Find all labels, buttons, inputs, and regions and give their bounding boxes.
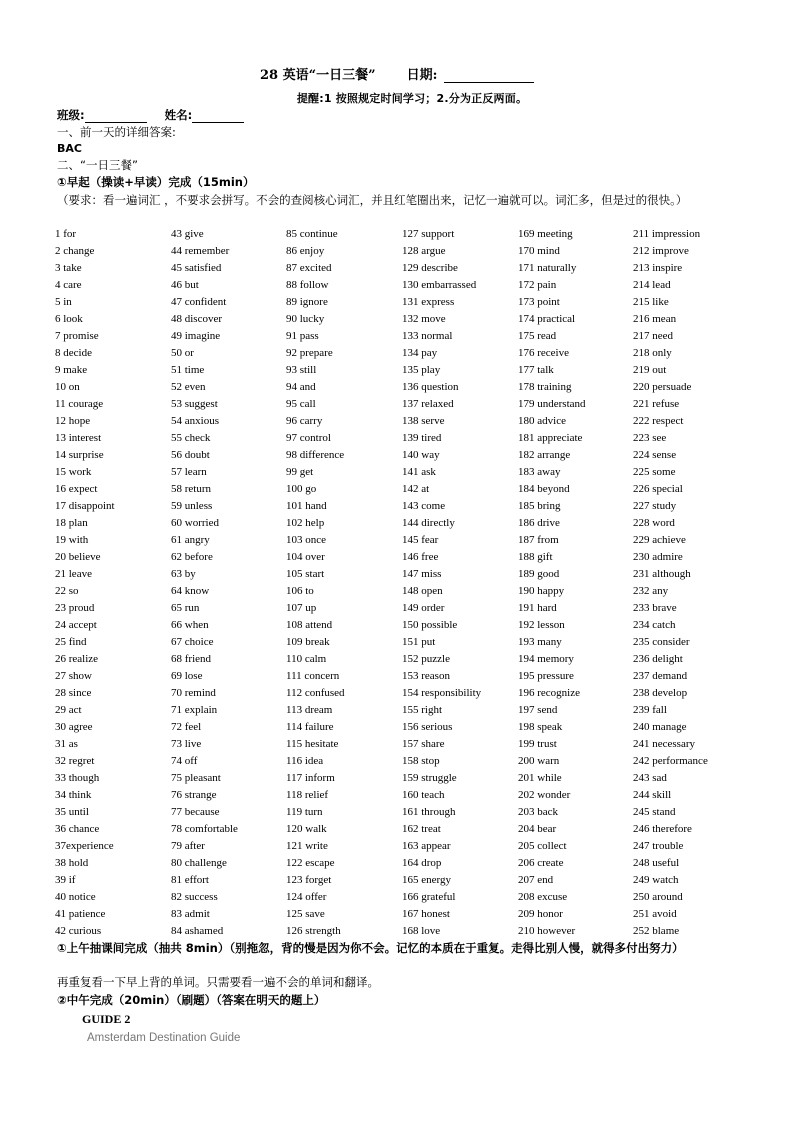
vocab-item: 245 stand [633,806,676,818]
vocab-item: 115 hesitate [286,738,339,750]
vocab-item: 123 forget [286,874,332,886]
vocab-item: 223 see [633,432,667,444]
vocab-item: 119 turn [286,806,323,818]
vocab-item: 70 remind [171,687,216,699]
vocab-item: 90 lucky [286,313,325,325]
vocab-item: 244 skill [633,789,672,801]
vocab-item: 231 although [633,568,691,580]
vocab-item: 76 strange [171,789,217,801]
vocab-item: 31 as [55,738,78,750]
vocab-item: 163 appear [402,840,451,852]
vocab-item: 148 open [402,585,443,597]
vocab-item: 153 reason [402,670,450,682]
vocab-item: 68 friend [171,653,212,665]
vocab-item: 138 serve [402,415,445,427]
vocab-item: 71 explain [171,704,218,716]
vocab-item: 199 trust [518,738,557,750]
vocab-item: 141 ask [402,466,436,478]
vocab-item: 46 but [171,279,199,291]
vocab-item: 146 free [402,551,439,563]
vocab-item: 176 receive [518,347,569,359]
vocab-item: 248 useful [633,857,680,869]
vocab-item: 158 stop [402,755,440,767]
vocab-item: 77 because [171,806,220,818]
vocab-item: 182 arrange [518,449,571,461]
vocab-item: 6 look [55,313,83,325]
vocab-item: 21 leave [55,568,92,580]
vocab-item: 154 responsibility [402,687,482,699]
title-text: 28 英语“一日三餐” [260,68,376,83]
vocab-item: 57 learn [171,466,207,478]
vocab-item: 144 directly [402,517,455,529]
vocab-item: 246 therefore [633,823,692,835]
vocab-item: 87 excited [286,262,332,274]
vocab-item: 64 know [171,585,210,597]
vocab-item: 252 blame [633,925,680,937]
vocab-item: 194 memory [518,653,574,665]
vocab-item: 152 puzzle [402,653,450,665]
name-label: 姓名: [164,108,193,122]
reminder-line [0,90,794,106]
step1-heading: ①早起（操读+早读）完成（15min） [57,175,255,189]
vocab-item: 40 notice [55,891,96,903]
vocab-item: 201 while [518,772,562,784]
vocab-item: 78 comfortable [171,823,238,835]
vocab-item: 114 failure [286,721,334,733]
vocab-item: 165 energy [402,874,451,886]
vocab-item: 134 pay [402,347,438,359]
vocab-item: 8 decide [55,347,92,359]
vocab-item: 198 speak [518,721,563,733]
vocab-item: 110 calm [286,653,327,665]
previous-answer: BAC [57,142,82,155]
vocab-column [518,226,586,940]
vocab-item: 66 when [171,619,209,631]
vocab-item: 41 patience [55,908,106,920]
reminder-label: 提醒: [296,92,324,105]
vocab-item: 69 lose [171,670,203,682]
vocab-item: 184 beyond [518,483,570,495]
vocab-item: 113 dream [286,704,333,716]
vocab-item: 167 honest [402,908,450,920]
vocab-item: 241 necessary [633,738,696,750]
vocab-column [55,226,115,940]
guide-title: GUIDE 2 [82,1012,131,1026]
vocab-item: 2 change [55,245,95,257]
vocab-item: 242 performance [633,755,708,767]
vocab-item: 48 discover [171,313,223,325]
vocab-item: 206 create [518,857,564,869]
vocab-item: 236 delight [633,653,683,665]
morning-task: ①上午抽课间完成（抽共 8min）（别拖忽，背的慢是因为你不会。记忆的本质在于重复。走得比别人慢，就得多付出努力） [57,941,684,955]
vocab-item: 196 recognize [518,687,580,699]
vocab-item: 58 return [171,483,212,495]
vocab-item: 59 unless [171,500,213,512]
vocab-item: 171 naturally [518,262,577,274]
vocab-item: 62 before [171,551,213,563]
vocab-item: 92 prepare [286,347,333,359]
vocab-item: 55 check [171,432,211,444]
vocab-item: 37experience [55,840,114,852]
vocab-item: 142 at [402,483,430,495]
vocab-item: 214 lead [633,279,671,291]
vocab-item: 22 so [55,585,79,597]
vocab-item: 60 worried [171,517,219,529]
vocab-item: 17 disappoint [55,500,115,512]
vocab-item: 12 hope [55,415,91,427]
vocab-item: 174 practical [518,313,576,325]
vocab-item: 44 remember [171,245,230,257]
vocab-item: 104 over [286,551,325,563]
vocab-item: 86 enjoy [286,245,325,257]
vocab-item: 145 fear [402,534,439,546]
vocab-item: 47 confident [171,296,227,308]
vocab-item: 195 pressure [518,670,574,682]
vocab-item: 34 think [55,789,92,801]
reminder-text: 1 按照规定时间学习；2.分为正反两面。 [323,92,528,105]
vocab-item: 156 serious [402,721,453,733]
vocab-item: 102 help [286,517,325,529]
vocab-item: 29 act [55,704,82,716]
vocab-item: 91 pass [286,330,319,342]
vocab-item: 127 support [402,228,455,240]
vocab-item: 133 normal [402,330,453,342]
vocab-item: 168 love [402,925,441,937]
vocab-item: 166 grateful [402,891,456,903]
vocab-item: 227 study [633,500,677,512]
section1-heading: 一、前一天的详细答案: [57,125,176,139]
vocab-item: 238 develop [633,687,688,699]
vocab-item: 88 follow [286,279,329,291]
vocab-item: 100 go [286,483,317,495]
vocab-item: 233 brave [633,602,677,614]
requirement-text: （要求：看一遍词汇 ，不要求会拼写。不会的查阅核心词汇，并且红笔圈出来，记忆一遍就可以。词汇多，但是过的很快。） [57,193,688,207]
vocab-item: 84 ashamed [171,925,224,937]
vocab-item: 32 regret [55,755,95,767]
vocab-item: 18 plan [55,517,88,529]
vocab-item: 183 away [518,466,561,478]
vocab-item: 139 tired [402,432,442,444]
vocab-item: 211 impression [633,228,701,240]
vocab-item: 73 live [171,738,202,750]
vocab-item: 251 avoid [633,908,677,920]
vocab-item: 43 give [171,228,204,240]
vocab-item: 187 from [518,534,559,546]
vocab-item: 108 attend [286,619,333,631]
vocab-item: 193 many [518,636,562,648]
class-blank[interactable] [85,110,147,123]
vocab-item: 124 offer [286,891,327,903]
vocab-item: 207 end [518,874,554,886]
vocab-item: 209 honor [518,908,563,920]
vocab-column [171,226,238,940]
vocab-item: 250 around [633,891,683,903]
vocab-item: 96 carry [286,415,323,427]
vocab-item: 159 struggle [402,772,457,784]
vocab-item: 75 pleasant [171,772,221,784]
vocab-item: 14 surprise [55,449,104,461]
vocab-item: 164 drop [402,857,442,869]
vocab-column [402,226,481,940]
vocab-item: 132 move [402,313,446,325]
vocab-column [633,226,708,940]
vocab-item: 151 put [402,636,436,648]
vocab-item: 24 accept [55,619,97,631]
vocab-item: 121 write [286,840,328,852]
vocab-item: 208 excuse [518,891,568,903]
vocab-item: 140 way [402,449,440,461]
vocab-item: 20 believe [55,551,101,563]
date-label: 日期: [406,68,438,83]
vocab-item: 118 relief [286,789,329,801]
vocab-item: 170 mind [518,245,560,257]
vocab-item: 10 on [55,381,80,393]
section2-heading: 二、“一日三餐” [57,158,138,172]
vocab-item: 220 persuade [633,381,692,393]
vocab-item: 85 continue [286,228,338,240]
noon-task: ②中午完成（20min）（刷题）（答案在明天的题上） [57,993,326,1007]
vocab-item: 65 run [171,602,200,614]
vocab-item: 122 escape [286,857,335,869]
vocab-item: 128 argue [402,245,446,257]
vocab-item: 213 inspire [633,262,683,274]
vocab-item: 135 play [402,364,441,376]
vocab-item: 190 happy [518,585,565,597]
vocab-item: 49 imagine [171,330,221,342]
vocab-item: 56 doubt [171,449,210,461]
vocab-item: 101 hand [286,500,327,512]
vocab-item: 232 any [633,585,669,597]
vocab-item: 130 embarrassed [402,279,477,291]
vocab-item: 202 wonder [518,789,571,801]
vocab-item: 5 in [55,296,72,308]
vocab-item: 161 through [402,806,456,818]
vocab-item: 39 if [55,874,76,886]
vocab-item: 224 sense [633,449,677,461]
vocab-item: 93 still [286,364,317,376]
vocab-item: 149 order [402,602,445,614]
vocab-item: 109 break [286,636,330,648]
vocab-item: 204 bear [518,823,557,835]
vocab-item: 52 even [171,381,206,393]
vocab-item: 116 idea [286,755,324,767]
vocab-item: 200 warn [518,755,560,767]
vocab-item: 175 read [518,330,557,342]
vocab-item: 137 relaxed [402,398,454,410]
vocab-item: 51 time [171,364,205,376]
vocab-item: 107 up [286,602,317,614]
vocab-item: 247 trouble [633,840,684,852]
vocab-item: 173 point [518,296,560,308]
vocab-item: 53 suggest [171,398,218,410]
vocab-item: 97 control [286,432,331,444]
vocab-item: 106 to [286,585,314,597]
vocab-item: 205 collect [518,840,567,852]
vocab-item: 95 call [286,398,316,410]
vocab-item: 222 respect [633,415,684,427]
vocab-item: 249 watch [633,874,679,886]
vocab-item: 221 refuse [633,398,680,410]
vocab-item: 180 advice [518,415,566,427]
vocab-item: 129 describe [402,262,458,274]
vocab-item: 181 appreciate [518,432,583,444]
vocab-item: 25 find [55,636,87,648]
vocab-item: 33 though [55,772,100,784]
vocab-item: 94 and [286,381,316,393]
vocab-item: 4 care [55,279,82,291]
vocab-item: 162 treat [402,823,441,835]
vocab-item: 136 question [402,381,459,393]
name-blank[interactable] [192,110,244,123]
vocab-item: 74 off [171,755,198,767]
vocab-item: 150 possible [402,619,458,631]
vocab-item: 83 admit [171,908,210,920]
vocab-item: 19 with [55,534,89,546]
vocab-item: 112 confused [286,687,345,699]
guide-subtitle: Amsterdam Destination Guide [87,1032,241,1044]
vocab-item: 218 only [633,347,672,359]
vocab-item: 155 right [402,704,443,716]
vocab-item: 147 miss [402,568,442,580]
page-title [0,64,794,83]
vocab-item: 9 make [55,364,88,376]
vocab-item: 38 hold [55,857,89,869]
vocab-item: 1 for [55,228,77,240]
review-instruction: 再重复看一下早上背的单词。只需要看一遍不会的单词和翻译。 [57,975,379,989]
vocab-item: 16 expect [55,483,98,495]
vocab-column [286,226,345,940]
vocab-item: 131 express [402,296,455,308]
vocab-item: 63 by [171,568,196,580]
vocab-item: 230 admire [633,551,683,563]
vocab-item: 160 teach [402,789,445,801]
vocab-item: 28 since [55,687,92,699]
vocab-item: 82 success [171,891,218,903]
vocab-item: 217 need [633,330,674,342]
vocab-item: 143 come [402,500,446,512]
vocab-item: 61 angry [171,534,210,546]
vocab-item: 189 good [518,568,560,580]
vocab-item: 99 get [286,466,314,478]
vocab-item: 42 curious [55,925,102,937]
vocab-item: 203 back [518,806,559,818]
vocab-item: 72 feel [171,721,202,733]
vocab-item: 179 understand [518,398,586,410]
vocab-item: 120 walk [286,823,327,835]
vocab-item: 15 work [55,466,92,478]
vocab-item: 54 anxious [171,415,219,427]
vocab-item: 188 gift [518,551,553,563]
vocab-item: 89 ignore [286,296,328,308]
vocab-item: 237 demand [633,670,688,682]
vocab-item: 172 pain [518,279,557,291]
vocab-item: 30 agree [55,721,93,733]
vocab-item: 225 some [633,466,676,478]
vocab-item: 105 start [286,568,325,580]
vocab-item: 126 strength [286,925,341,937]
vocab-item: 80 challenge [171,857,227,869]
vocab-item: 243 sad [633,772,667,784]
student-info-line [57,107,244,123]
vocab-item: 219 out [633,364,667,376]
vocab-item: 215 like [633,296,669,308]
vocab-item: 235 consider [633,636,690,648]
vocab-item: 185 bring [518,500,561,512]
vocab-item: 45 satisfied [171,262,222,274]
vocab-item: 35 until [55,806,89,818]
vocab-item: 186 drive [518,517,560,529]
vocab-item: 169 meeting [518,228,573,240]
vocab-grid [55,226,755,940]
vocab-item: 157 share [402,738,445,750]
vocab-item: 229 achieve [633,534,686,546]
vocab-item: 216 mean [633,313,677,325]
class-label: 班级: [57,108,85,122]
date-blank[interactable] [444,69,534,83]
vocab-item: 98 difference [286,449,345,461]
vocab-item: 212 improve [633,245,689,257]
vocab-item: 240 manage [633,721,687,733]
vocab-item: 27 show [55,670,92,682]
vocab-item: 178 training [518,381,572,393]
vocab-item: 192 lesson [518,619,565,631]
vocab-item: 125 save [286,908,325,920]
vocab-item: 210 however [518,925,576,937]
vocab-item: 117 inform [286,772,335,784]
vocab-item: 36 chance [55,823,100,835]
vocab-item: 226 special [633,483,683,495]
vocab-item: 234 catch [633,619,676,631]
vocab-item: 228 word [633,517,675,529]
vocab-item: 81 effort [171,874,209,886]
vocab-item: 239 fall [633,704,667,716]
vocab-item: 197 send [518,704,558,716]
vocab-item: 79 after [171,840,205,852]
vocab-item: 23 proud [55,602,95,614]
vocab-item: 11 courage [55,398,104,410]
vocab-item: 191 hard [518,602,557,614]
vocab-item: 50 or [171,347,194,359]
vocab-item: 103 once [286,534,327,546]
vocab-item: 26 realize [55,653,99,665]
vocab-item: 177 talk [518,364,554,376]
vocab-item: 13 interest [55,432,102,444]
vocab-item: 67 choice [171,636,214,648]
vocab-item: 111 concern [286,670,340,682]
vocab-item: 7 promise [55,330,99,342]
vocab-item: 3 take [55,262,82,274]
